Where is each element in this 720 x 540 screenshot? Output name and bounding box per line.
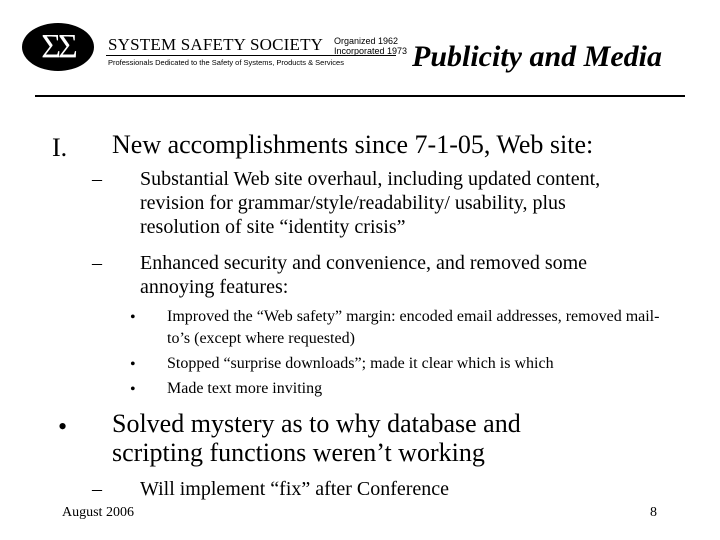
item1-sub2-marker: – (92, 252, 102, 274)
slide-title: Publicity and Media (412, 40, 662, 73)
title-divider (35, 95, 685, 97)
bullet2-text: Stopped “surprise downloads”; made it clear which is which (167, 355, 554, 372)
item2-text: Solved mystery as to why database and scripting functions weren’t working (112, 409, 521, 467)
item2-marker: • (58, 412, 68, 441)
organized-year: Organized 1962 (334, 36, 399, 46)
bullet1-marker: • (130, 309, 136, 326)
item1-sub1-text: Substantial Web site overhaul, including updated content, revision for grammar/style/readability/ usability, plus resolution of site “identity crisis” (140, 168, 601, 238)
item1-sub1-marker: – (92, 168, 102, 190)
item2-sub1-marker: – (92, 478, 102, 500)
item1-marker: I. (52, 133, 68, 162)
page-number: 8 (650, 505, 657, 520)
org-divider (106, 55, 396, 56)
footer-date: August 2006 (62, 505, 134, 520)
item1-sub2-text: Enhanced security and convenience, and removed some annoying features: (140, 252, 588, 298)
incorporated-year: Incorporated 1973 (334, 46, 408, 56)
item1-text: New accomplishments since 7-1-05, Web site: (112, 130, 594, 159)
bullet3-text: Made text more inviting (167, 380, 323, 397)
bullet1-text: Improved the “Web safety” margin: encoded email addresses, removed mail-to’s (except where requested) (167, 308, 660, 347)
org-tagline: Professionals Dedicated to the Safety of Systems, Products & Services (108, 58, 344, 67)
bullet2-marker: • (130, 356, 136, 373)
org-name: SYSTEM SAFETY SOCIETY (108, 35, 324, 54)
item2-sub1-text: Will implement “fix” after Conference (140, 478, 450, 500)
bullet3-marker: • (130, 381, 136, 398)
society-logo: ΣΣ (22, 23, 94, 71)
